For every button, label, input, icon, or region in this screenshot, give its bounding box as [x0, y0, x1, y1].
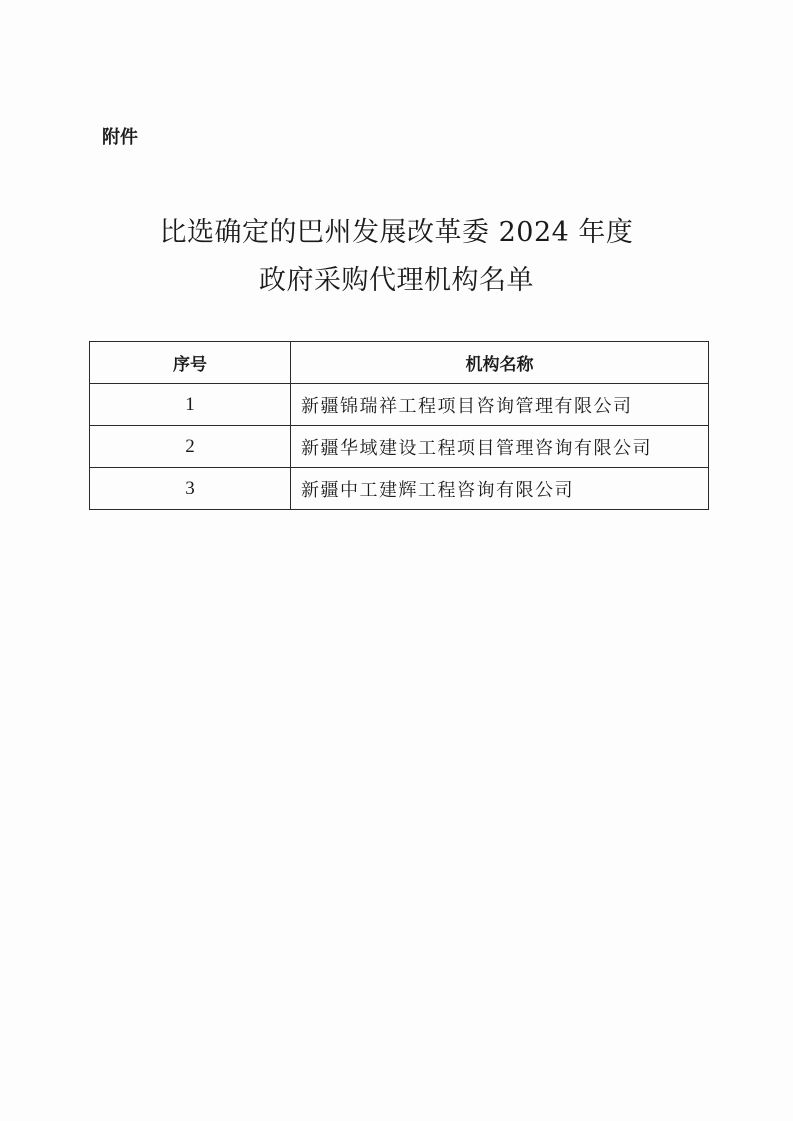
table-row — [90, 384, 709, 426]
row-agency-name: 新疆中工建辉工程咨询有限公司 — [291, 468, 709, 510]
agency-list-table — [89, 341, 709, 510]
attachment-label: 附件 — [102, 127, 138, 148]
row-serial-number: 2 — [90, 426, 291, 468]
row-serial-number: 3 — [90, 468, 291, 510]
page-title-line-2: 政府采购代理机构名单 — [259, 265, 534, 296]
row-serial-number: 1 — [90, 384, 291, 426]
table-row — [90, 426, 709, 468]
row-agency-name: 新疆锦瑞祥工程项目咨询管理有限公司 — [291, 384, 709, 426]
header-serial-number: 序号 — [90, 342, 291, 384]
header-agency-name: 机构名称 — [291, 342, 709, 384]
page-title-line-1: 比选确定的巴州发展改革委 2024 年度 — [159, 217, 634, 248]
table-row — [90, 468, 709, 510]
row-agency-name: 新疆华域建设工程项目管理咨询有限公司 — [291, 426, 709, 468]
table-header-row — [90, 342, 709, 384]
